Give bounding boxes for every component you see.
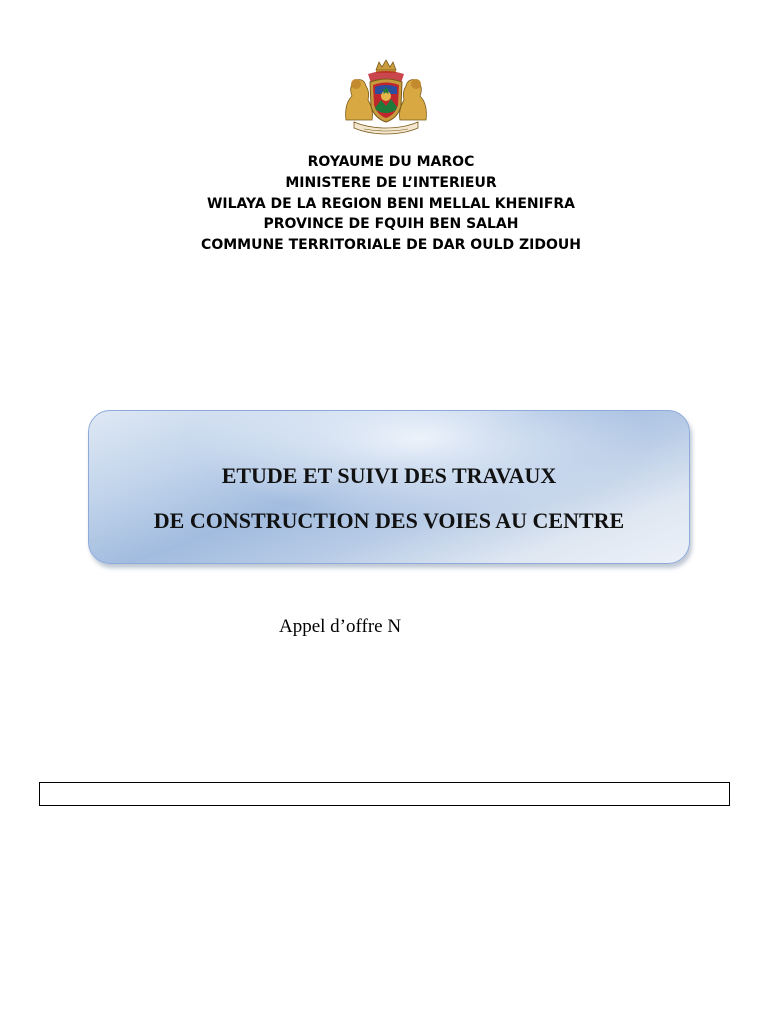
empty-frame [39, 782, 730, 806]
tender-number-label: Appel d’offre N [279, 616, 402, 637]
header-line-province: PROVINCE DE FQUIH BEN SALAH [263, 216, 519, 233]
document-title-line-1: ETUDE ET SUIVI DES TRAVAUX [221, 463, 557, 488]
header-line-ministry: MINISTERE DE L’INTERIEUR [285, 174, 497, 191]
title-box [88, 410, 690, 564]
header-line-kingdom: ROYAUME DU MAROC [307, 154, 475, 170]
header-line-commune: COMMUNE TERRITORIALE DE DAR OULD ZIDOUH [201, 237, 581, 254]
coat-of-arms-icon [338, 56, 434, 136]
issuing-authority-header [0, 152, 768, 256]
document-title-line-2: DE CONSTRUCTION DES VOIES AU CENTRE [153, 508, 625, 533]
header-line-wilaya: WILAYA DE LA REGION BENI MELLAL KHENIFRA [206, 195, 576, 212]
